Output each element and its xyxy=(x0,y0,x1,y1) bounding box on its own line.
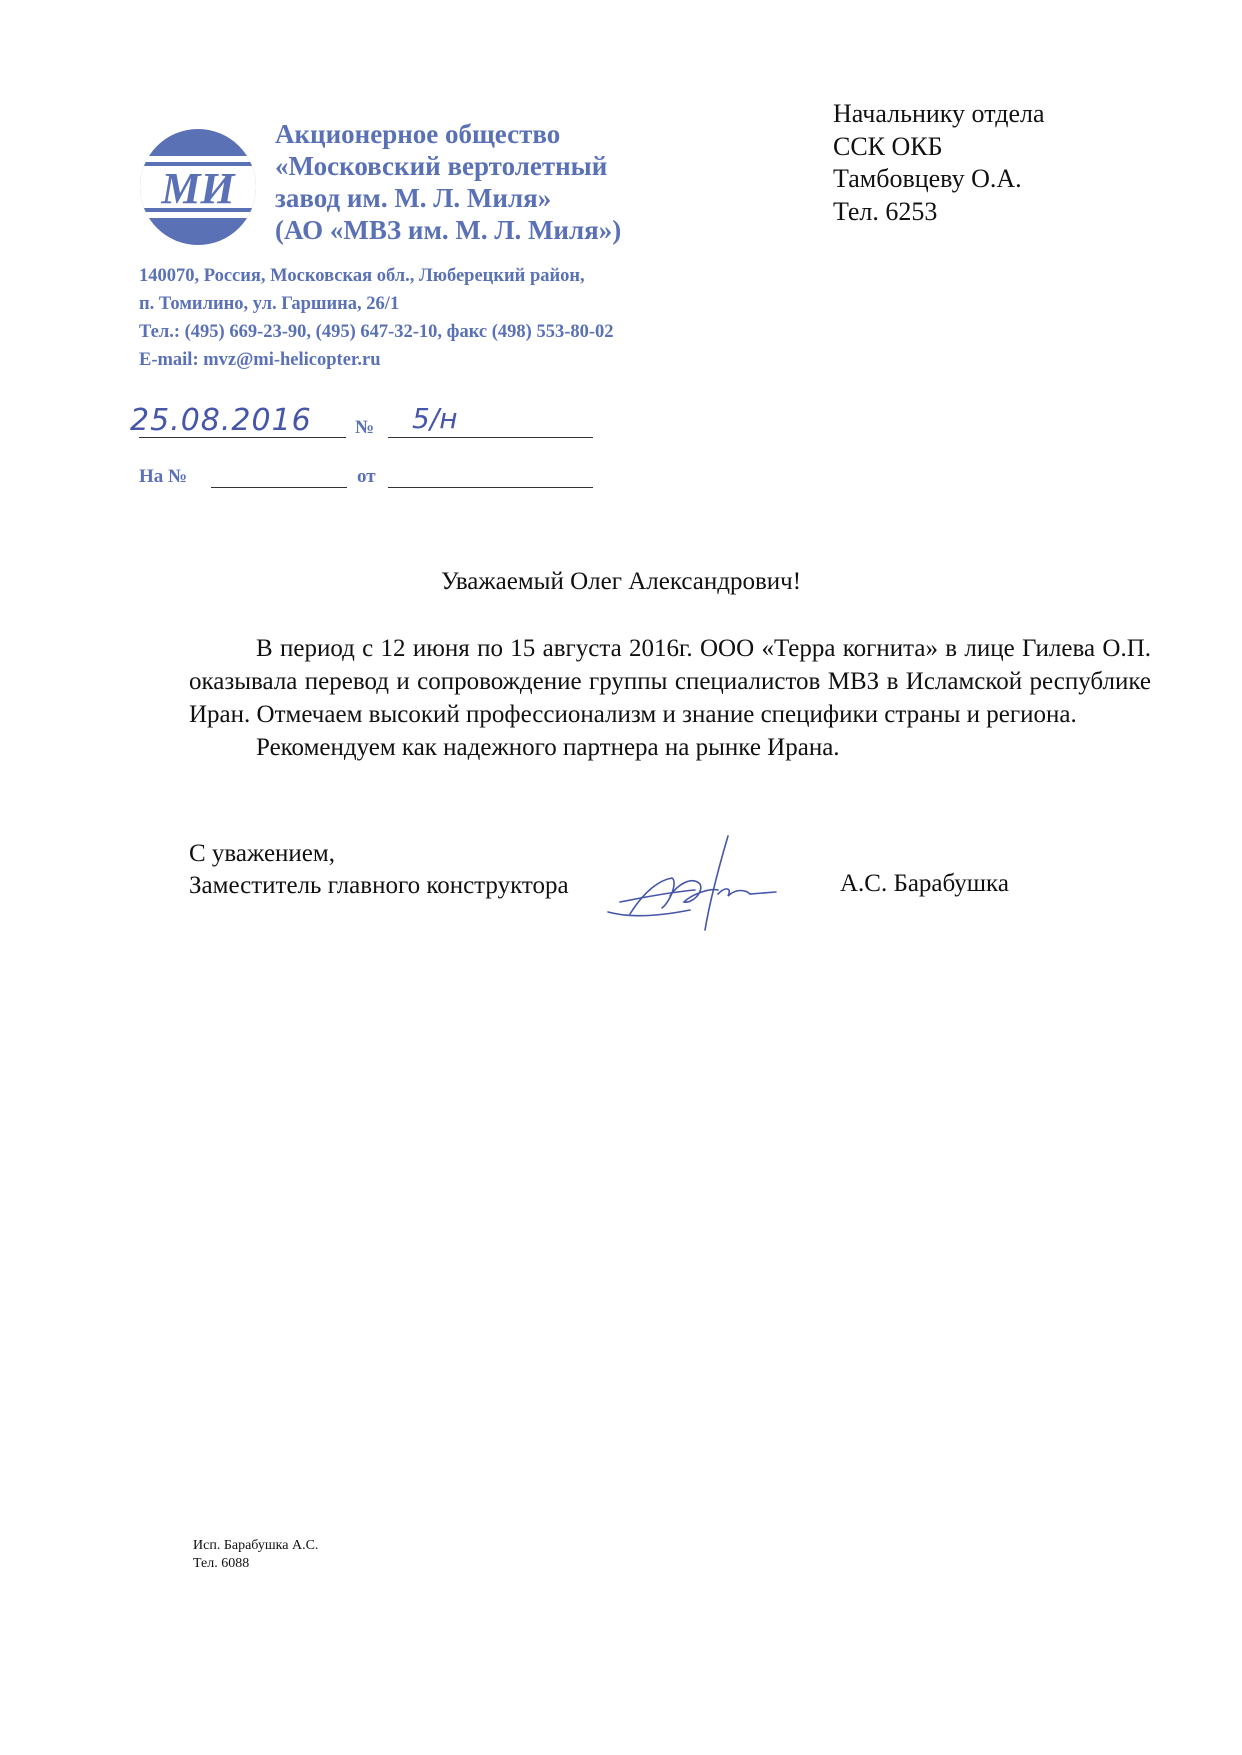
addressee-line: Тамбовцеву О.А. xyxy=(833,164,1022,193)
organization-address xyxy=(139,262,614,374)
handwritten-date: 25.08.2016 xyxy=(130,403,312,438)
org-line: завод им. М. Л. Миля» xyxy=(275,183,552,213)
handwritten-number: 5/н xyxy=(412,402,458,435)
number-label: № xyxy=(355,417,375,438)
ref-date-line xyxy=(388,487,593,488)
organization-name xyxy=(275,118,621,246)
number-line xyxy=(388,437,593,438)
body-paragraph: В период с 12 июня по 15 августа 2016г. ООО «Терра когнита» в лице Гилева О.П. оказывала перевод и сопровождение группы специалистов МВЗ в Исламской республике Иран. Отмечаем высокий профессионализм и знание специфики страны и региона. xyxy=(189,635,1151,728)
addressee-line: ССК ОКБ xyxy=(833,131,943,161)
signer-title: Заместитель главного конструктора xyxy=(189,872,569,899)
letter-body xyxy=(189,632,1151,764)
signer-name: А.С. Барабушка xyxy=(840,870,1009,897)
org-line: (АО «МВЗ им. М. Л. Миля») xyxy=(275,215,622,245)
contact-phones: Тел.: (495) 669-23-90, (495) 647-32-10, факс (498) 553-80-02 xyxy=(139,322,614,342)
org-line: Акционерное общество xyxy=(275,119,561,149)
executor-name: Исп. Барабушка А.С. xyxy=(193,1538,319,1553)
addressee-line: Начальнику отдела xyxy=(833,99,1045,128)
date-line xyxy=(139,437,346,438)
salutation: Уважаемый Олег Александрович! xyxy=(440,568,802,595)
address-line: 140070, Россия, Московская обл., Люберецкий район, xyxy=(139,266,585,286)
address-line: п. Томилино, ул. Гаршина, 26/1 xyxy=(139,294,400,314)
logo-text: МИ xyxy=(161,164,235,213)
org-line: «Московский вертолетный xyxy=(275,151,608,181)
executor-phone: Тел. 6088 xyxy=(193,1556,250,1571)
contact-email: E-mail: mvz@mi-helicopter.ru xyxy=(139,350,381,370)
addressee xyxy=(833,98,1045,228)
addressee-line: Тел. 6253 xyxy=(833,196,938,226)
ref-number-label: На № xyxy=(139,466,188,487)
ref-from-label: от xyxy=(357,466,376,487)
handwritten-signature xyxy=(600,830,800,940)
mi-logo-icon xyxy=(139,128,257,246)
body-paragraph: Рекомендуем как надежного партнера на рынке Ирана. xyxy=(256,734,840,761)
executor-info xyxy=(193,1537,318,1573)
ref-number-line xyxy=(211,487,347,488)
closing-block xyxy=(189,838,569,902)
closing-line: С уважением, xyxy=(189,840,335,867)
